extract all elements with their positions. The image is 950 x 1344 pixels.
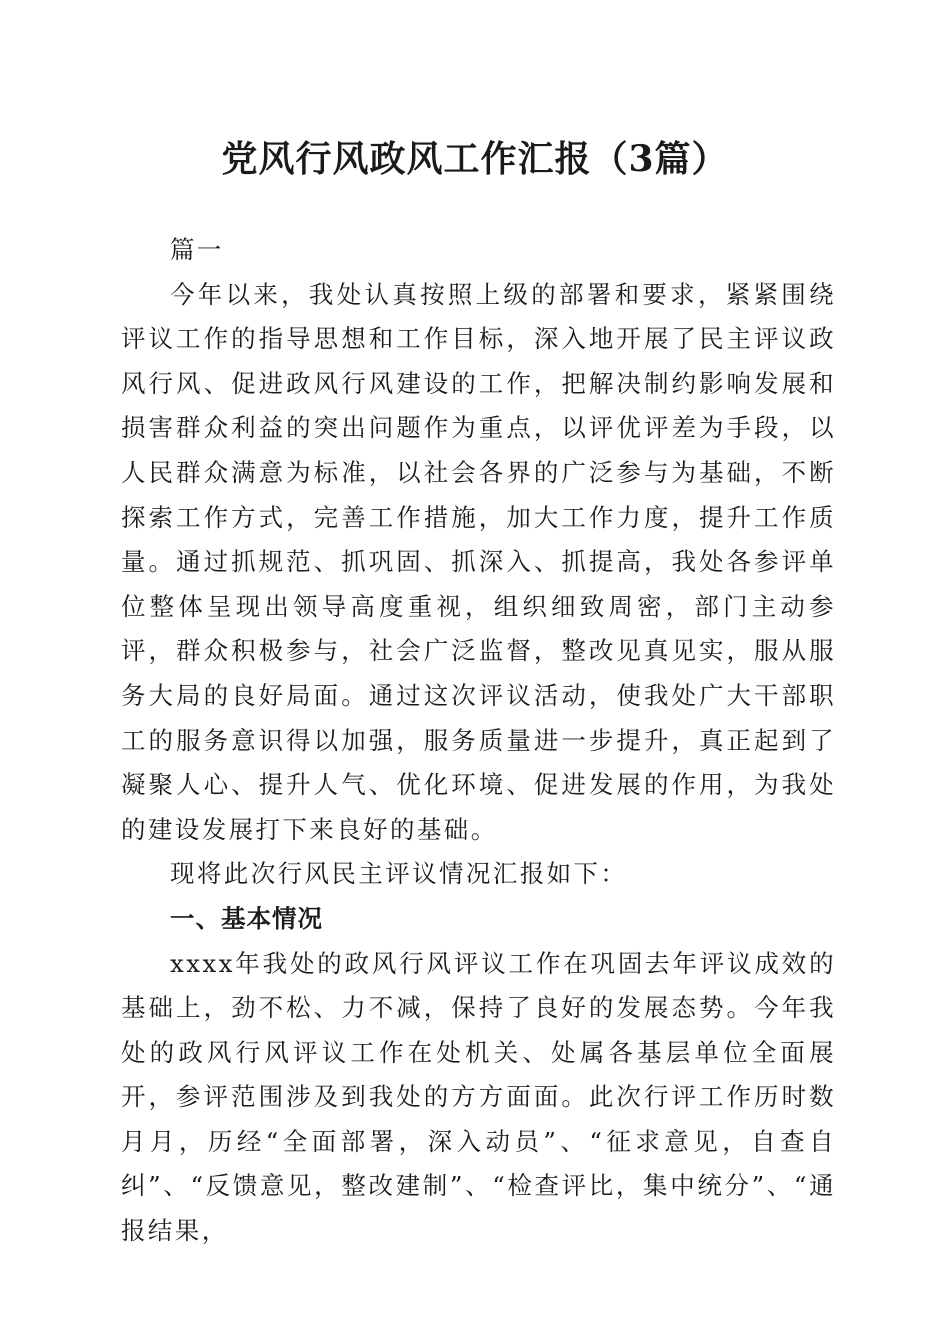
heading-basic-situation: 一、基本情况 (170, 903, 323, 933)
paragraph-intro: 今年以来，我处认真按照上级的部署和要求，紧紧围绕评议工作的指导思想和工作目标，深入地开展了民主评议政风行风、促进政风行风建设的工作，把解决制约影响发展和损害群众利益的突出问题作为重点，以评优评差为手段，以人民群众满意为标准，以社会各界的广泛参与为基础，不断探索工作方式，完善工作措施，加大工作力度，提升工作质量。通过抓规范、抓巩固、抓深入、抓提高，我处各参评单位整体呈现出领导高度重视，组织细致周密，部门主动参评，群众积极参与，社会广泛监督，整改见真见实，服从服务大局的良好局面。通过这次评议活动，使我处广大干部职工的服务意识得以加强，服务质量进一步提升，真正起到了凝聚人心、提升人气、优化环境、促进发展的作用，为我处的建设发展打下来良好的基础。 (121, 279, 836, 844)
section-label: 篇一 (170, 235, 224, 264)
paragraph-basic-situation: xxxx年我处的政风行风评议工作在巩固去年评议成效的基础上，劲不松、力不减，保持了良好的发展态势。今年我处的政风行风评议工作在处机关、处属各基层单位全面展开，参评范围涉及到我处的方方面面。此次行评工作历时数月月，历经“全面部署，深入动员”、“征求意见，自查自纠”、“反馈意见，整改建制”、“检查评比，集中统分”、“通报结果， (121, 948, 836, 1246)
paragraph-report-lead: 现将此次行风民主评议情况汇报如下： (170, 859, 628, 889)
document-body (121, 228, 836, 1254)
document-title: 党风行风政风工作汇报（3篇） (221, 138, 729, 180)
